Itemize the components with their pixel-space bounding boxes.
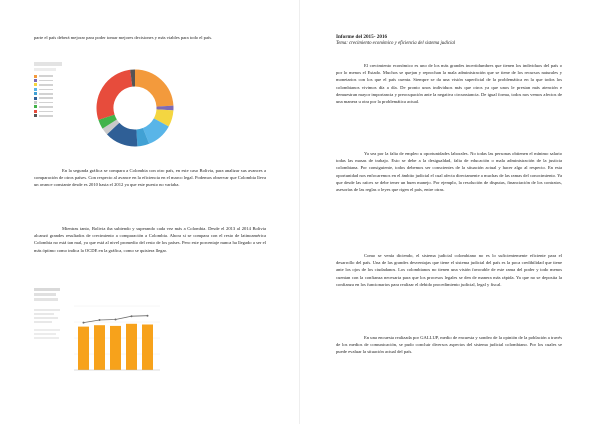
- bar-chart-figure: [34, 288, 164, 380]
- right-page: [300, 0, 600, 424]
- legend-label-line: [39, 115, 53, 117]
- legend-header-bar: [34, 62, 62, 66]
- donut-legend: [34, 62, 66, 118]
- left-paragraph-2: En la segunda gráfica se compara a Colombia con otro país, en este caso Bolivia, para analizar sus avances a comparación de otros países. Con respecto al avance en la eficiencia en el marco legal. Podemos observar que Colombia lleva un avance constante desde es 2010 hasta el 2012 ya que este puesto no varíaba.: [34, 168, 266, 188]
- legend-swatch: [34, 83, 37, 86]
- side-text-line: [34, 329, 60, 331]
- report-title: Informe del 2015- 2016: [336, 34, 388, 40]
- right-paragraph-3: Como se venía diciendo, el sistema judicial colombiano no es lo suficientemente eficiente para el desarrollo del país. Una de las grandes desventajas que tiene el sistema judicial del país es la poca credibilidad que tiene ante los ojos de los ciudadanos. Los colombianos no tienen una visión favorable de este rama del poder y todo menos cuentan con la confianza necesaria para que los procesos legales se den de manera más rápida. Ya que no se deposita la confianza en los funcionarios para realizar el debido procedimiento judicial, legal y fiscal.: [336, 253, 562, 287]
- legend-label-line: [39, 84, 53, 86]
- side-text-line: [34, 293, 56, 296]
- side-text-line: [34, 337, 59, 339]
- legend-label-line: [39, 89, 53, 91]
- side-text-line: [34, 298, 58, 301]
- bar-chart-side-text: [34, 288, 64, 339]
- legend-label-line: [39, 75, 53, 77]
- right-paragraph-1: El crecimiento económico es uno de los más grandes incertidumbres que tienen los individuos del país o por lo menos el Estado. Muchos se quejan y reprochan la mala administración que se tiene de los recursos naturales y monetarios con los que el país cuenta. Siempre se da una visión superficial de la problemática en la que todos los colombianos vivimos día a día. De pronto unos individuos más que otros ya que unos le prestan más atención e demuestran mayor importancia y preocupación ante la negativa circunstancia. De igual forma, todos nos vemos afectos de una manera u otra por la problemática actual.: [336, 63, 562, 105]
- legend-swatch: [34, 88, 37, 91]
- side-text-line: [34, 333, 56, 335]
- legend-swatch: [34, 110, 37, 113]
- side-text-line: [34, 288, 60, 291]
- legend-item: [34, 114, 66, 118]
- right-paragraph-2: Ya sea por la falta de empleo u oportunidades laborales. No todas las personas obtienen el mínimo salario todas las masas de trabajo. Esto se debe a la desigualdad, falta de educación o mala administración de la justicia colombiana. Por consiguiente, todos debemos ser conscientes de la situación actual y hacer algo al respecto. En esta oportunidad nos enfocaremos en el ámbito judicial el cual afecta directamente a muchas de las ramas del conocimiento. Ya que desde las raíces se debe tener un buen manejo. Por ejemplo, la resolución de disputas, financiación de los contratos, asesorías de las reglas o leyes que rigen el país, entre otras.: [336, 151, 562, 193]
- donut-slice: [137, 136, 146, 138]
- legend-label-line: [39, 80, 53, 82]
- side-text-line: [34, 317, 58, 319]
- donut-chart: [92, 64, 178, 152]
- report-subtitle: Tema: crecimiento económico y eficiencia del sistema judicial: [336, 41, 456, 46]
- side-text-line: [34, 309, 60, 311]
- legend-label-line: [39, 102, 53, 104]
- bar: [78, 327, 89, 370]
- legend-rows: [34, 74, 66, 118]
- donut-slice: [110, 124, 113, 128]
- legend-swatch: [34, 97, 37, 100]
- legend-swatch: [34, 101, 37, 104]
- bar: [110, 326, 121, 370]
- legend-swatch: [34, 92, 37, 95]
- trend-point: [147, 315, 149, 317]
- side-text-line: [34, 313, 54, 315]
- bar: [142, 325, 153, 371]
- donut-slice: [161, 110, 165, 123]
- donut-slice: [146, 122, 161, 135]
- right-paragraph-4: En una encuesta realizada por GALLUP, medio de encuesta y sondeo de la opinión de la población a través de los medios de comunicación, se pudo concluir diversos aspectos del sistema judicial colombiano. Por los cuales se puede evaluar la situación actual del país.: [336, 335, 562, 355]
- legend-subheader-bar: [34, 68, 56, 71]
- bar: [126, 324, 137, 370]
- left-top-paragraph: parte el país deberá mejorar para poder tomar mejores decisiones y más viables para todo el país.: [34, 35, 213, 40]
- side-text-line: [34, 321, 52, 323]
- donut-slice: [105, 78, 131, 117]
- legend-label-line: [39, 111, 53, 113]
- donut-chart-figure: [34, 62, 184, 162]
- legend-swatch: [34, 105, 37, 108]
- legend-swatch: [34, 75, 37, 78]
- left-paragraph-3: Mientras tanto, Bolivia iba subiendo y superando cada vez más a Colombia. Desde el 2013 al 2014 Bolivia alcanzó grandes resultados de crecimiento a comparación a Colombia. Ahora si se compara con el resto de latinoamérica Colombia no está tan mal, ya que está al nivel promedio del resto de los países. Pero este porcentaje nunca ha llegado a ser el más óptimo como indica la OCDE en la gráfica, como se quisiera llegar.: [34, 226, 266, 253]
- donut-slice: [106, 117, 109, 124]
- legend-label-line: [39, 93, 53, 95]
- legend-label-line: [39, 97, 53, 99]
- legend-swatch: [34, 79, 37, 82]
- trend-point: [131, 315, 133, 317]
- bar-chart: [72, 296, 162, 378]
- donut-slice: [135, 78, 165, 106]
- trend-point: [99, 319, 101, 321]
- bar: [94, 325, 105, 370]
- trend-point: [115, 319, 117, 321]
- trend-point: [83, 322, 85, 324]
- donut-slice: [113, 129, 137, 138]
- legend-swatch: [34, 114, 37, 117]
- legend-label-line: [39, 106, 53, 108]
